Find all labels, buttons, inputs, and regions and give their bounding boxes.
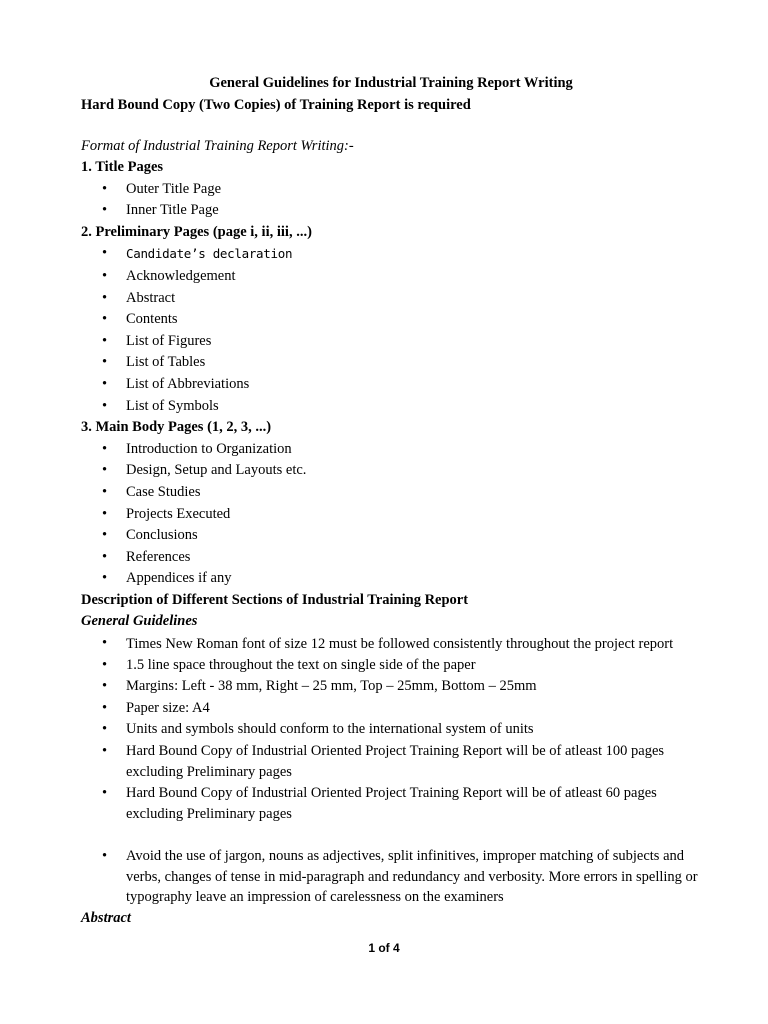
general-guidelines-list — [81, 633, 701, 908]
page-number: 1 of 4 — [368, 941, 400, 955]
list-item: • Case Studies — [81, 482, 701, 504]
list-item: • Contents — [81, 309, 701, 331]
list-item: • Paper size: A4 — [81, 698, 701, 720]
list-item: • 1.5 line space throughout the text on single side of the paper — [81, 655, 701, 677]
title-pages-list — [81, 179, 701, 222]
list-item: • Appendices if any — [81, 568, 701, 590]
preliminary-pages-list — [81, 243, 701, 417]
list-item: • Projects Executed — [81, 504, 701, 526]
list-item: • Units and symbols should conform to the international system of units — [81, 719, 701, 741]
list-item: • List of Tables — [81, 352, 701, 374]
description-heading: Description of Different Sections of Industrial Training Report — [81, 591, 469, 608]
list-item: • Abstract — [81, 288, 701, 310]
list-item: • Hard Bound Copy of Industrial Oriented Project Training Report will be of atleast 60 pages excluding Preliminary pages — [81, 783, 701, 825]
list-item: • Avoid the use of jargon, nouns as adjectives, split infinitives, improper matching of subjects and verbs, changes of tense in mid-paragraph and redundancy and verbosity. More errors in spelling or typography leave an impression of carelessness on the examiners — [81, 846, 701, 909]
list-item: • References — [81, 547, 701, 569]
list-item: • Design, Setup and Layouts etc. — [81, 460, 701, 482]
list-item: • Candidate’s declaration — [81, 243, 701, 266]
list-item: • Times New Roman font of size 12 must be followed consistently throughout the project report — [81, 633, 701, 655]
document-title: General Guidelines for Industrial Training Report Writing — [209, 75, 573, 91]
list-item: • List of Symbols — [81, 396, 701, 418]
section-heading-main-body-pages: 3. Main Body Pages (1, 2, 3, ...) — [81, 419, 272, 436]
list-item: • Conclusions — [81, 525, 701, 547]
section-heading-preliminary-pages: 2. Preliminary Pages (page i, ii, iii, ...) — [81, 223, 312, 240]
list-item: • Margins: Left - 38 mm, Right – 25 mm, Top – 25mm, Bottom – 25mm — [81, 676, 701, 698]
list-item: • Introduction to Organization — [81, 439, 701, 461]
list-item: • Inner Title Page — [81, 200, 701, 222]
list-item: • List of Figures — [81, 331, 701, 353]
general-guidelines-heading: General Guidelines — [81, 613, 198, 630]
list-item: • Hard Bound Copy of Industrial Oriented Project Training Report will be of atleast 100 pages excluding Preliminary pages — [81, 741, 701, 783]
main-body-pages-list — [81, 439, 701, 590]
section-heading-title-pages: 1. Title Pages — [81, 159, 164, 175]
list-item: • Outer Title Page — [81, 179, 701, 201]
document-subtitle: Hard Bound Copy (Two Copies) of Training Report is required — [81, 97, 471, 113]
list-item: • List of Abbreviations — [81, 374, 701, 396]
list-item: • Acknowledgement — [81, 266, 701, 288]
abstract-heading: Abstract — [81, 910, 131, 927]
format-heading: Format of Industrial Training Report Writing:- — [81, 138, 354, 154]
document-body — [81, 72, 701, 930]
